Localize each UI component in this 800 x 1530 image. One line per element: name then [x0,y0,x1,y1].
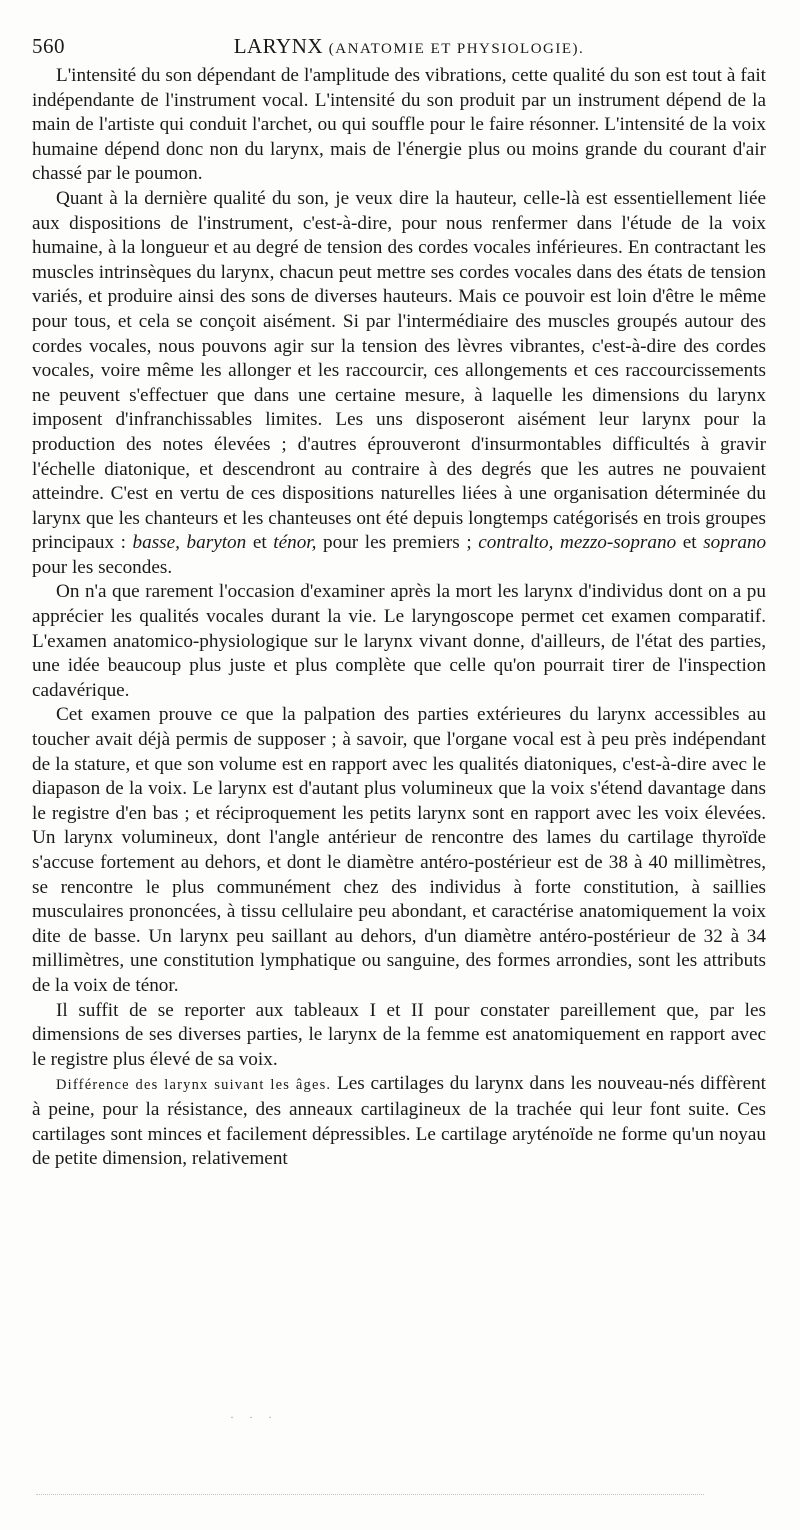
voice-baryton: baryton [186,532,247,554]
page [32,34,766,1172]
voice-tenor: ténor, [273,532,317,554]
running-title-main: LARYNX [233,34,324,58]
voice-second-group: pour les secondes. [32,556,173,578]
page-number: 560 [32,34,65,58]
section-text: Les cartilages du larynx dans les nouveau-nés diffèrent à peine, pour la résistance, des anneaux cartilagineux de la trachée qui leur font suite. Ces cartilages sont minces et facilement dépressibles. Le cartilage aryténoïde ne forme qu'un noyau de petite dimension, relativement [32,1073,767,1170]
running-title [92,34,766,59]
voice-basse: basse, [132,532,180,554]
paragraph-pitch-text: Quant à la dernière qualité du son, je veux dire la hauteur, celle-là est essentiellement liée aux dispositions de l'instrument, c'est-à-dire, pour nous renfermer dans l'étude de la voix humaine, à la longueur et au degré de tension des cordes vocales inférieures. En contractant les muscles intrinsèques du larynx, chacun peut mettre ses cordes vocales dans des états de tension variés, et produire ainsi des sons de diverses hauteurs. Mais ce pouvoir est loin d'être le même pour tous, et cela se conçoit aisément. Si par l'intermédiaire des muscles groupés autour des cordes vocales, nous pouvons agir sur la tension des lèvres vibrantes, c'est-à-dire des cordes vocales, voire même les allonger et les raccourcir, ces allongements et ces raccourcissements ne peuvent s'effectuer que dans une certaine mesure, à laquelle les dimensions du larynx imposent d'infranchissables limites. Les uns disposeront aisément leur larynx pour la production des notes élevées ; d'autres éprouveront d'insurmontables difficultés à gravir l'échelle diatonique, et descendront au contraire à des degrés que les autres ne pouvaient atteindre. C'est en vertu de ces dispositions naturelles liées à une organisation déterminée du larynx que les chanteurs et les chanteuses ont été depuis longtemps catégorisés en trois groupes principaux : [32,187,766,554]
section-heading: Différence des larynx suivant les âges. [56,1077,332,1094]
running-header [32,34,766,64]
paragraph-examination: Cet examen prouve ce que la palpation des parties extérieures du larynx accessibles au toucher avait déjà permis de supposer ; à savoir, que l'organe vocal est à peu près indépendant de la stature, et que son volume est en rapport avec les qualités diatoniques, c'est-à-dire avec le diapason de la voix. Le larynx est d'autant plus volumineux que la voix s'étend davantage dans le registre d'en bas ; et réciproquement les petits larynx sont en rapport avec les voix élevées. Un larynx volumineux, dont l'angle antérieur de rencontre des lames du cartilage thyroïde s'accuse fortement au dehors, et dont le diamètre antéro-postérieur est de 38 à 40 millimètres, se rencontre le plus communément chez des individus à forte constitution, à saillies musculaires prononcées, à tissu cellulaire peu abondant, et caractérise anatomiquement la voix dite de basse. Un larynx peu saillant au dehors, d'un diamètre antéro-postérieur de 32 à 34 millimètres, une constitution lymphatique ou sanguine, des formes arrondies, sont les attributs de la voix de ténor. [32,704,766,996]
voice-mezzo: mezzo-soprano [559,532,677,554]
paragraph-female-larynx: Il suffit de se reporter aux tableaux I et II pour constater pareillement que, par les dimensions de ses diverses parties, le larynx de la femme est anatomiquement en rapport avec le registre plus élevé de sa voix. [32,999,766,1070]
voice-first-group: pour les premiers ; [323,532,472,554]
paragraph-pitch [32,187,766,581]
page-smudge: · · · [230,1410,278,1424]
voice-contralto: contralto, [478,532,554,554]
running-title-sub: (ANATOMIE ET PHYSIOLOGIE). [328,41,585,57]
paragraph-age-differences [32,1072,766,1171]
voice-conj-2: et [682,532,697,554]
paragraph-laryngoscope: On n'a que rarement l'occasion d'examiner après la mort les larynx d'individus dont on a pu apprécier les qualités vocales durant la vie. Le laryngoscope permet cet examen comparatif. L'examen anatomico-physiologique sur le larynx vivant donne, d'ailleurs, de l'état des parties, une idée beaucoup plus juste et plus complète que celle qu'on pourrait tirer de l'inspection cadavérique. [32,581,766,701]
paragraph-intensity: L'intensité du son dépendant de l'amplitude des vibrations, cette qualité du son est tout à fait indépendante de l'instrument vocal. L'intensité du son produit par un instrument dépend de la main de l'artiste qui conduit l'archet, ou qui souffle pour le faire résonner. L'intensité de la voix humaine dépend donc non du larynx, mais de l'énergie plus ou moins grande du courant d'air chassé par le poumon. [32,65,766,185]
voice-soprano: soprano [703,532,767,554]
voice-conj-1: et [252,532,267,554]
footer-rule [36,1494,704,1495]
